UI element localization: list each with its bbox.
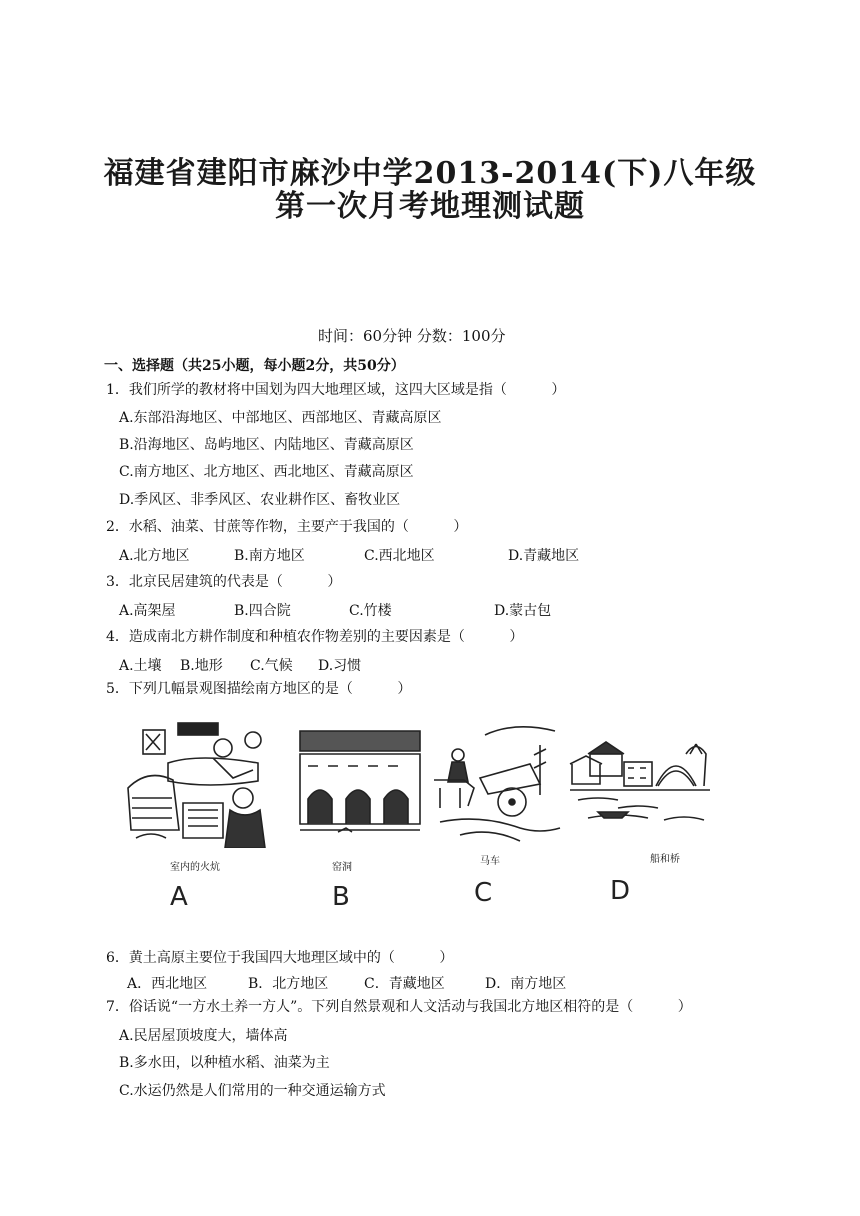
option-b: B.四合院 — [234, 603, 291, 619]
question-1-option-c: C.南方地区、北方地区、西北地区、青藏高原区 — [119, 464, 414, 480]
letter-a: A — [170, 882, 188, 912]
exam-title-line2: 第一次月考地理测试题 — [275, 189, 585, 224]
question-7-stem: 7．俗话说“一方水土养一方人”。下列自然景观和人文活动与我国北方地区相符的是（ ） — [106, 999, 692, 1015]
question-1-stem: 1．我们所学的教材将中国划为四大地理区域，这四大区域是指（ ） — [106, 382, 566, 398]
question-4-stem: 4．造成南北方耕作制度和种植农作物差别的主要因素是（ ） — [106, 629, 524, 645]
option-c: C．青藏地区 — [364, 976, 445, 992]
question-1-option-b: B.沿海地区、岛屿地区、内陆地区、青藏高原区 — [119, 437, 414, 453]
question-7-option-c: C.水运仍然是人们常用的一种交通运输方式 — [119, 1083, 386, 1099]
question-1-option-d: D.季风区、非季风区、农业耕作区、畜牧业区 — [119, 492, 401, 508]
option-c: C.竹楼 — [349, 603, 392, 619]
kang-interior-illustration — [118, 718, 278, 848]
caption-b: 窑洞 — [332, 862, 352, 873]
option-c: C.气候 — [250, 658, 293, 674]
horse-cart-illustration — [430, 720, 565, 845]
option-d: D.习惯 — [318, 658, 362, 674]
exam-title-line1: 福建省建阳市麻沙中学2013-2014(下)八年级 — [103, 156, 757, 191]
question-7-option-a: A.民居屋顶坡度大，墙体高 — [119, 1028, 288, 1044]
option-a: A．西北地区 — [127, 976, 208, 992]
option-d: D．南方地区 — [485, 976, 567, 992]
option-d: D.青藏地区 — [508, 548, 580, 564]
question-7-option-b: B.多水田，以种植水稻、油菜为主 — [119, 1055, 330, 1071]
question-2-stem: 2．水稻、油菜、甘蔗等作物，主要产于我国的（ ） — [106, 519, 468, 535]
option-b: B.南方地区 — [234, 548, 305, 564]
option-a: A.土壤 — [119, 658, 162, 674]
question-3-stem: 3．北京民居建筑的代表是（ ） — [106, 574, 342, 590]
caption-d: 船和桥 — [650, 854, 680, 865]
question-5-stem: 5．下列几幅景观图描绘南方地区的是（ ） — [106, 681, 412, 697]
question-6-stem: 6．黄土高原主要位于我国四大地理区域中的（ ） — [106, 950, 454, 966]
caption-c: 马车 — [480, 856, 500, 867]
letter-d: D — [610, 876, 631, 906]
letter-b: B — [332, 882, 350, 912]
option-b: B．北方地区 — [248, 976, 329, 992]
letter-c: C — [474, 878, 493, 908]
option-b: B.地形 — [180, 658, 223, 674]
option-a: A.北方地区 — [119, 548, 190, 564]
option-c: C.西北地区 — [364, 548, 435, 564]
option-a: A.高架屋 — [119, 603, 176, 619]
question-1-option-a: A.东部沿海地区、中部地区、西部地区、青藏高原区 — [119, 410, 442, 426]
boat-bridge-illustration — [568, 734, 713, 839]
section-heading: 一、选择题（共25小题，每小题2分，共50分） — [104, 358, 405, 374]
exam-meta: 时间：60分钟 分数：100分 — [318, 327, 506, 345]
question-5-illustrations — [110, 710, 730, 920]
option-d: D.蒙古包 — [494, 603, 552, 619]
cave-dwelling-illustration — [298, 726, 423, 836]
caption-a: 室内的火炕 — [170, 862, 220, 873]
